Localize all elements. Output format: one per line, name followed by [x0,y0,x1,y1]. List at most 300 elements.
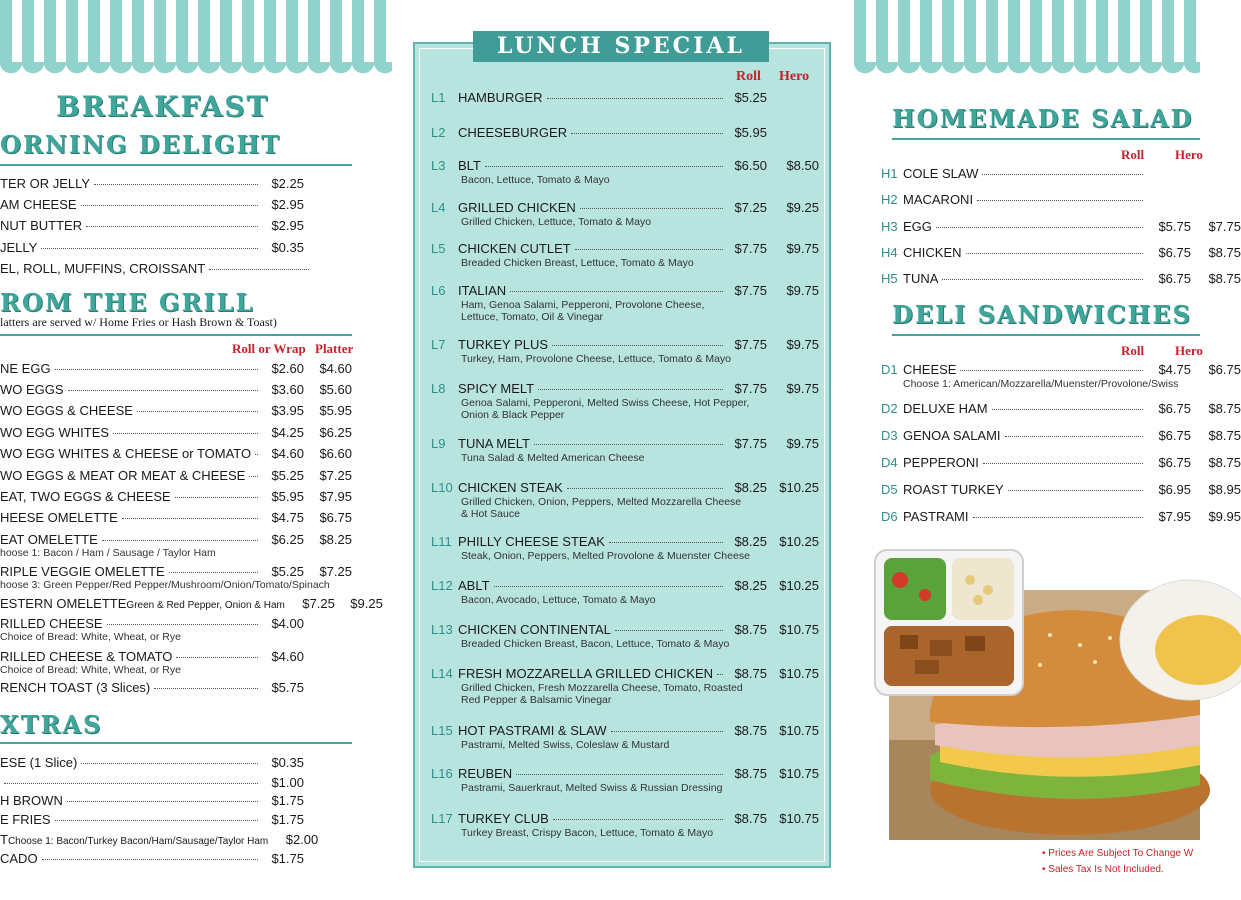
lunch-item [431,90,819,105]
item-description: Steak, Onion, Peppers, Melted Provolone & Muenster Cheese [461,550,750,562]
grill-item [0,649,352,664]
item-name: TURKEY CLUB [458,811,549,826]
item-description: Grilled Chicken, Lettuce, Tomato & Mayo [461,216,652,228]
morning-item [0,197,352,212]
leader-dots [67,801,258,802]
item-code: L1 [431,90,446,105]
leader-dots [485,166,723,167]
salad-col1-header: Roll [1121,147,1145,162]
morning-delight-title: ORNING DELIGHT [0,130,282,159]
leader-dots [494,586,723,587]
item-price-1: $1.00 [271,775,304,790]
item-price-1: $8.75 [734,622,767,637]
item-description: hoose 3: Green Pepper/Red Pepper/Mushroom/Onion/Tomato/Spinach [0,579,330,591]
item-price-2: $8.75 [1208,401,1241,416]
item-price-1: $5.75 [271,680,304,695]
lunch-special-title: LUNCH SPECIAL [473,31,769,62]
grill-col1-header: Roll or Wrap [232,341,306,356]
leader-dots [534,444,723,445]
item-price-1: $6.95 [1158,482,1191,497]
item-code: L2 [431,125,446,140]
item-price-1: $5.25 [734,90,767,105]
item-description: Lettuce, Tomato, Oil & Vinegar [461,311,604,323]
deli-item [881,509,1241,524]
item-name: CHICKEN CUTLET [458,241,571,256]
item-name: ESE (1 Slice) [0,755,78,770]
sandwich-illustration [870,540,1200,845]
item-code: L11 [431,534,452,549]
item-price-2: $10.75 [779,723,819,738]
item-price-1: $4.25 [271,425,304,440]
item-name: PHILLY CHEESE STEAK [458,534,605,549]
salad-col2-header: Hero [1175,147,1203,162]
grill-item [0,382,352,397]
grill-item [0,425,352,440]
item-name: ESTERN OMELETTE [0,596,127,611]
leader-dots [547,98,723,99]
leader-dots [55,820,258,821]
item-code: H3 [881,219,898,234]
item-name: ABLT [458,578,490,593]
lunch-item [431,723,819,738]
leader-dots [102,540,258,541]
item-name: T [0,832,8,847]
item-code: L15 [431,723,453,738]
item-price-1: $7.75 [734,337,767,352]
item-code: L13 [431,622,453,637]
item-name: CHEESE [903,362,957,377]
item-price-2: $9.75 [786,337,819,352]
deli-item [881,401,1241,416]
extras-title: XTRAS [0,710,103,739]
leader-dots [1005,436,1143,437]
item-price-2: $9.75 [786,241,819,256]
item-description: Ham, Genoa Salami, Pepperoni, Provolone Cheese, [461,299,705,311]
extras-item [0,812,352,827]
leader-dots [249,476,258,477]
deli-item [881,428,1241,443]
item-inline-desc: Green & Red Pepper, Onion & Ham [126,600,285,611]
item-name: E FRIES [0,812,51,827]
item-name: PEPPERONI [903,455,979,470]
leader-dots [122,518,258,519]
item-name: WO EGGS & MEAT OR MEAT & CHEESE [0,468,246,483]
item-code: L3 [431,158,446,173]
item-price-1: $1.75 [271,793,304,808]
item-price-1: $5.95 [734,125,767,140]
grill-title: ROM THE GRILL [0,288,255,317]
item-price-2: $10.25 [779,480,819,495]
item-price-2: $7.25 [319,468,352,483]
item-name: FRESH MOZZARELLA GRILLED CHICKEN [458,666,713,681]
item-price-1: $1.75 [271,851,304,866]
morning-item [0,240,352,255]
food-illustration [870,540,1200,845]
item-price-2: $6.75 [319,510,352,525]
extras-item [0,851,352,866]
item-price-2: $9.95 [1208,509,1241,524]
leader-dots [81,763,258,764]
item-price-1: $7.25 [734,200,767,215]
item-description: Bacon, Lettuce, Tomato & Mayo [461,174,610,186]
item-code: L4 [431,200,446,215]
item-price-2: $10.25 [779,578,819,593]
item-name: ROAST TURKEY [903,482,1004,497]
item-price-2: $8.25 [319,532,352,547]
item-description: Tuna Salad & Melted American Cheese [461,452,645,464]
deli-rule [892,334,1200,336]
item-price-2: $7.95 [319,489,352,504]
lunch-item [431,436,819,451]
item-code: H4 [881,245,898,260]
item-description: Choice of Bread: White, Wheat, or Rye [0,664,181,676]
item-price-1: $8.75 [734,766,767,781]
leader-dots [42,859,258,860]
item-name: RIPLE VEGGIE OMELETTE [0,564,165,579]
grill-item [0,489,352,504]
item-price-1: $7.75 [734,241,767,256]
leader-dots [107,624,258,625]
item-price-2: $5.60 [319,382,352,397]
item-name: EGG [903,219,932,234]
item-name: TUNA MELT [458,436,530,451]
item-description: & Hot Sauce [461,508,520,520]
item-code: L14 [431,666,453,681]
item-price-2: $9.75 [786,381,819,396]
leader-dots [977,200,1143,201]
item-price-2: $8.95 [1208,482,1241,497]
item-price-1: $8.25 [734,578,767,593]
leader-dots [175,497,258,498]
item-code: H1 [881,166,898,181]
deli-col2-header: Hero [1175,343,1203,358]
item-code: D4 [881,455,898,470]
item-price-2: $5.95 [319,403,352,418]
leader-dots [81,205,258,206]
leader-dots [209,269,309,270]
item-price-1: $2.95 [271,197,304,212]
item-name: MACARONI [903,192,974,207]
item-name: WO EGG WHITES & CHEESE or TOMATO [0,446,252,461]
leader-dots [113,433,258,434]
grill-item [0,596,383,611]
item-price-1: $3.60 [271,382,304,397]
lunch-item [431,811,819,826]
lunch-col1-header: Roll [736,69,761,84]
leader-dots [86,226,258,227]
deli-sandwiches-title: DELI SANDWICHES [892,300,1192,329]
item-price-1: $5.75 [1158,219,1191,234]
item-price-1: $2.95 [271,218,304,233]
item-price-1: $7.95 [1158,509,1191,524]
deli-item [881,455,1241,470]
item-price-2: $9.25 [350,596,383,611]
item-code: L7 [431,337,446,352]
leader-dots [552,345,723,346]
lunch-item [431,200,819,215]
leader-dots [567,488,723,489]
lunch-item [431,622,819,637]
leader-dots [41,248,258,249]
item-description: Choose 1: American/Mozzarella/Muenster/Provolone/Swiss [903,378,1179,390]
item-price-1: $0.35 [271,240,304,255]
item-name: WO EGGS & CHEESE [0,403,133,418]
item-name: COLE SLAW [903,166,979,181]
leader-dots [510,291,723,292]
item-price-1: $1.75 [271,812,304,827]
grill-item [0,564,352,579]
extras-item [0,793,352,808]
item-description: Breaded Chicken Breast, Lettuce, Tomato & Mayo [461,257,694,269]
leader-dots [55,369,258,370]
grill-item [0,403,352,418]
item-price-1: $6.25 [271,532,304,547]
item-code: H5 [881,271,898,286]
item-price-1: $5.95 [271,489,304,504]
item-name: CHICKEN CONTINENTAL [458,622,611,637]
item-name: NE EGG [0,361,51,376]
salad-item [881,166,1241,181]
item-price-2: $10.75 [779,666,819,681]
item-price-2: $4.60 [319,361,352,376]
item-name: GENOA SALAMI [903,428,1001,443]
item-price-2: $10.75 [779,811,819,826]
leader-dots [983,463,1143,464]
leader-dots [982,174,1143,175]
item-name: CHEESEBURGER [458,125,568,140]
morning-rule [0,164,352,166]
grill-rule [0,334,352,336]
item-price-1: $6.50 [734,158,767,173]
grill-item [0,510,352,525]
item-name: RILLED CHEESE & TOMATO [0,649,173,664]
lunch-item [431,337,819,352]
item-code: L9 [431,436,446,451]
price-change-note: • Prices Are Subject To Change W [1042,848,1194,859]
left-awning-scallop [0,62,392,82]
item-price-2: $7.25 [319,564,352,579]
grill-item [0,361,352,376]
item-price-1: $0.35 [271,755,304,770]
deli-col1-header: Roll [1121,343,1145,358]
item-price-1: $6.75 [1158,401,1191,416]
leader-dots [717,674,723,675]
item-price-2: $10.75 [779,622,819,637]
salad-item [881,271,1241,286]
item-price-1: $5.25 [271,468,304,483]
item-description: Turkey Breast, Crispy Bacon, Lettuce, Tomato & Mayo [461,827,714,839]
lunch-item [431,381,819,396]
extras-item [0,775,352,790]
grill-item [0,532,352,547]
item-price-1: $2.25 [271,176,304,191]
lunch-item [431,241,819,256]
item-price-2: $9.25 [786,200,819,215]
leader-dots [973,517,1144,518]
leader-dots [538,389,723,390]
leader-dots [966,253,1143,254]
item-price-2: $6.25 [319,425,352,440]
item-name: REUBEN [458,766,513,781]
item-name: CHICKEN STEAK [458,480,563,495]
item-price-2: $9.75 [786,283,819,298]
lunch-col2-header: Hero [779,69,810,84]
morning-item [0,218,352,233]
item-name: PASTRAMI [903,509,969,524]
leader-dots [936,227,1143,228]
salad-item [881,219,1241,234]
lunch-item [431,125,819,140]
item-price-1: $4.75 [1158,362,1191,377]
leader-dots [960,370,1143,371]
item-name: WO EGG WHITES [0,425,110,440]
item-inline-desc: Choose 1: Bacon/Turkey Bacon/Ham/Sausage/Taylor Ham [7,836,269,847]
item-price-1: $7.75 [734,283,767,298]
leader-dots [575,249,723,250]
item-price-2: $8.75 [1208,455,1241,470]
item-price-1: $8.75 [734,666,767,681]
lunch-item [431,666,819,681]
item-name: TUNA [903,271,939,286]
item-name: AM CHEESE [0,197,77,212]
grill-note: latters are served w/ Home Fries or Hash Brown & Toast) [0,315,277,329]
item-name: CADO [0,851,38,866]
item-price-1: $2.00 [285,832,319,847]
extras-item [0,832,352,847]
item-code: D1 [881,362,898,377]
item-price-1: $8.25 [734,534,767,549]
leader-dots [169,572,258,573]
item-description: Onion & Black Pepper [461,409,565,421]
leader-dots [255,454,258,455]
item-price-2: $8.75 [1208,271,1241,286]
item-name: WO EGGS [0,382,64,397]
item-name: BLT [458,158,481,173]
grill-item [0,468,352,483]
item-description: Breaded Chicken Breast, Bacon, Lettuce, Tomato & Mayo [461,638,730,650]
lunch-item [431,283,819,298]
item-name: EAT OMELETTE [0,532,98,547]
leader-dots [176,657,258,658]
morning-item [0,176,352,191]
item-price-2: $8.75 [1208,245,1241,260]
item-price-1: $4.60 [271,649,304,664]
item-name: EAT, TWO EGGS & CHEESE [0,489,171,504]
leader-dots [137,411,258,412]
item-name: CHICKEN [903,245,962,260]
item-price-1: $6.75 [1158,455,1191,470]
item-price-1: $8.75 [734,723,767,738]
leader-dots [580,208,723,209]
item-name: TER OR JELLY [0,176,91,191]
item-price-1: $4.60 [271,446,304,461]
item-price-2: $7.75 [1208,219,1241,234]
item-price-1: $6.75 [1158,428,1191,443]
extras-item [0,755,352,770]
item-code: D5 [881,482,898,497]
item-code: L8 [431,381,446,396]
item-code: D6 [881,509,898,524]
homemade-salad-title: HOMEMADE SALAD [892,104,1194,133]
item-name: RILLED CHEESE [0,616,103,631]
item-price-1: $5.25 [271,564,304,579]
deli-item [881,482,1241,497]
item-description: Bacon, Avocado, Lettuce, Tomato & Mayo [461,594,656,606]
breakfast-title: BREAKFAST [56,90,270,123]
item-price-1: $8.75 [734,811,767,826]
item-description: Grilled Chicken, Onion, Peppers, Melted Mozzarella Cheese [461,496,742,508]
item-code: L12 [431,578,453,593]
item-code: H2 [881,192,898,207]
item-price-1: $8.25 [734,480,767,495]
item-code: L17 [431,811,453,826]
leader-dots [154,688,258,689]
lunch-item [431,534,819,549]
leader-dots [611,731,723,732]
item-price-1: $2.60 [271,361,304,376]
leader-dots [615,630,723,631]
lunch-item [431,480,819,495]
item-description: Pastrami, Sauerkraut, Melted Swiss & Russian Dressing [461,782,723,794]
salad-rule [892,138,1200,140]
item-name: HEESE OMELETTE [0,510,118,525]
item-description: hoose 1: Bacon / Ham / Sausage / Taylor Ham [0,547,216,559]
item-name: JELLY [0,240,38,255]
leader-dots [942,279,1143,280]
item-name: HOT PASTRAMI & SLAW [458,723,607,738]
item-price-2: $10.25 [779,534,819,549]
item-name: EL, ROLL, MUFFINS, CROISSANT [0,261,206,276]
item-price-2: $8.50 [786,158,819,173]
sales-tax-note: • Sales Tax Is Not Included. [1042,864,1164,875]
item-name: DELUXE HAM [903,401,988,416]
grill-item [0,680,352,695]
item-price-2: $6.60 [319,446,352,461]
leader-dots [94,184,258,185]
leader-dots [571,133,723,134]
extras-rule [0,742,352,744]
item-description: Choice of Bread: White, Wheat, or Rye [0,631,181,643]
item-name: NUT BUTTER [0,218,83,233]
item-description: Pastrami, Melted Swiss, Coleslaw & Mustard [461,739,670,751]
leader-dots [1008,490,1143,491]
item-price-1: $7.25 [302,596,335,611]
right-awning [854,0,1200,62]
item-price-2: $8.75 [1208,428,1241,443]
item-name: RENCH TOAST (3 Slices) [0,680,151,695]
item-code: L10 [431,480,453,495]
grill-col2-header: Platter [315,341,354,356]
item-name: H BROWN [0,793,63,808]
item-description: Red Pepper & Balsamic Vinegar [461,694,612,706]
left-awning [0,0,392,62]
item-code: L16 [431,766,453,781]
leader-dots [68,390,258,391]
lunch-item [431,578,819,593]
leader-dots [992,409,1143,410]
lunch-item [431,766,819,781]
leader-dots [516,774,723,775]
salad-item [881,245,1241,260]
right-awning-scallop [854,62,1200,82]
item-description: Grilled Chicken, Fresh Mozzarella Cheese, Tomato, Roasted [461,682,743,694]
item-price-2: $9.75 [786,436,819,451]
item-code: L6 [431,283,446,298]
item-price-1: $6.75 [1158,271,1191,286]
deli-item [881,362,1241,377]
item-price-1: $4.00 [271,616,304,631]
item-price-1: $7.75 [734,381,767,396]
